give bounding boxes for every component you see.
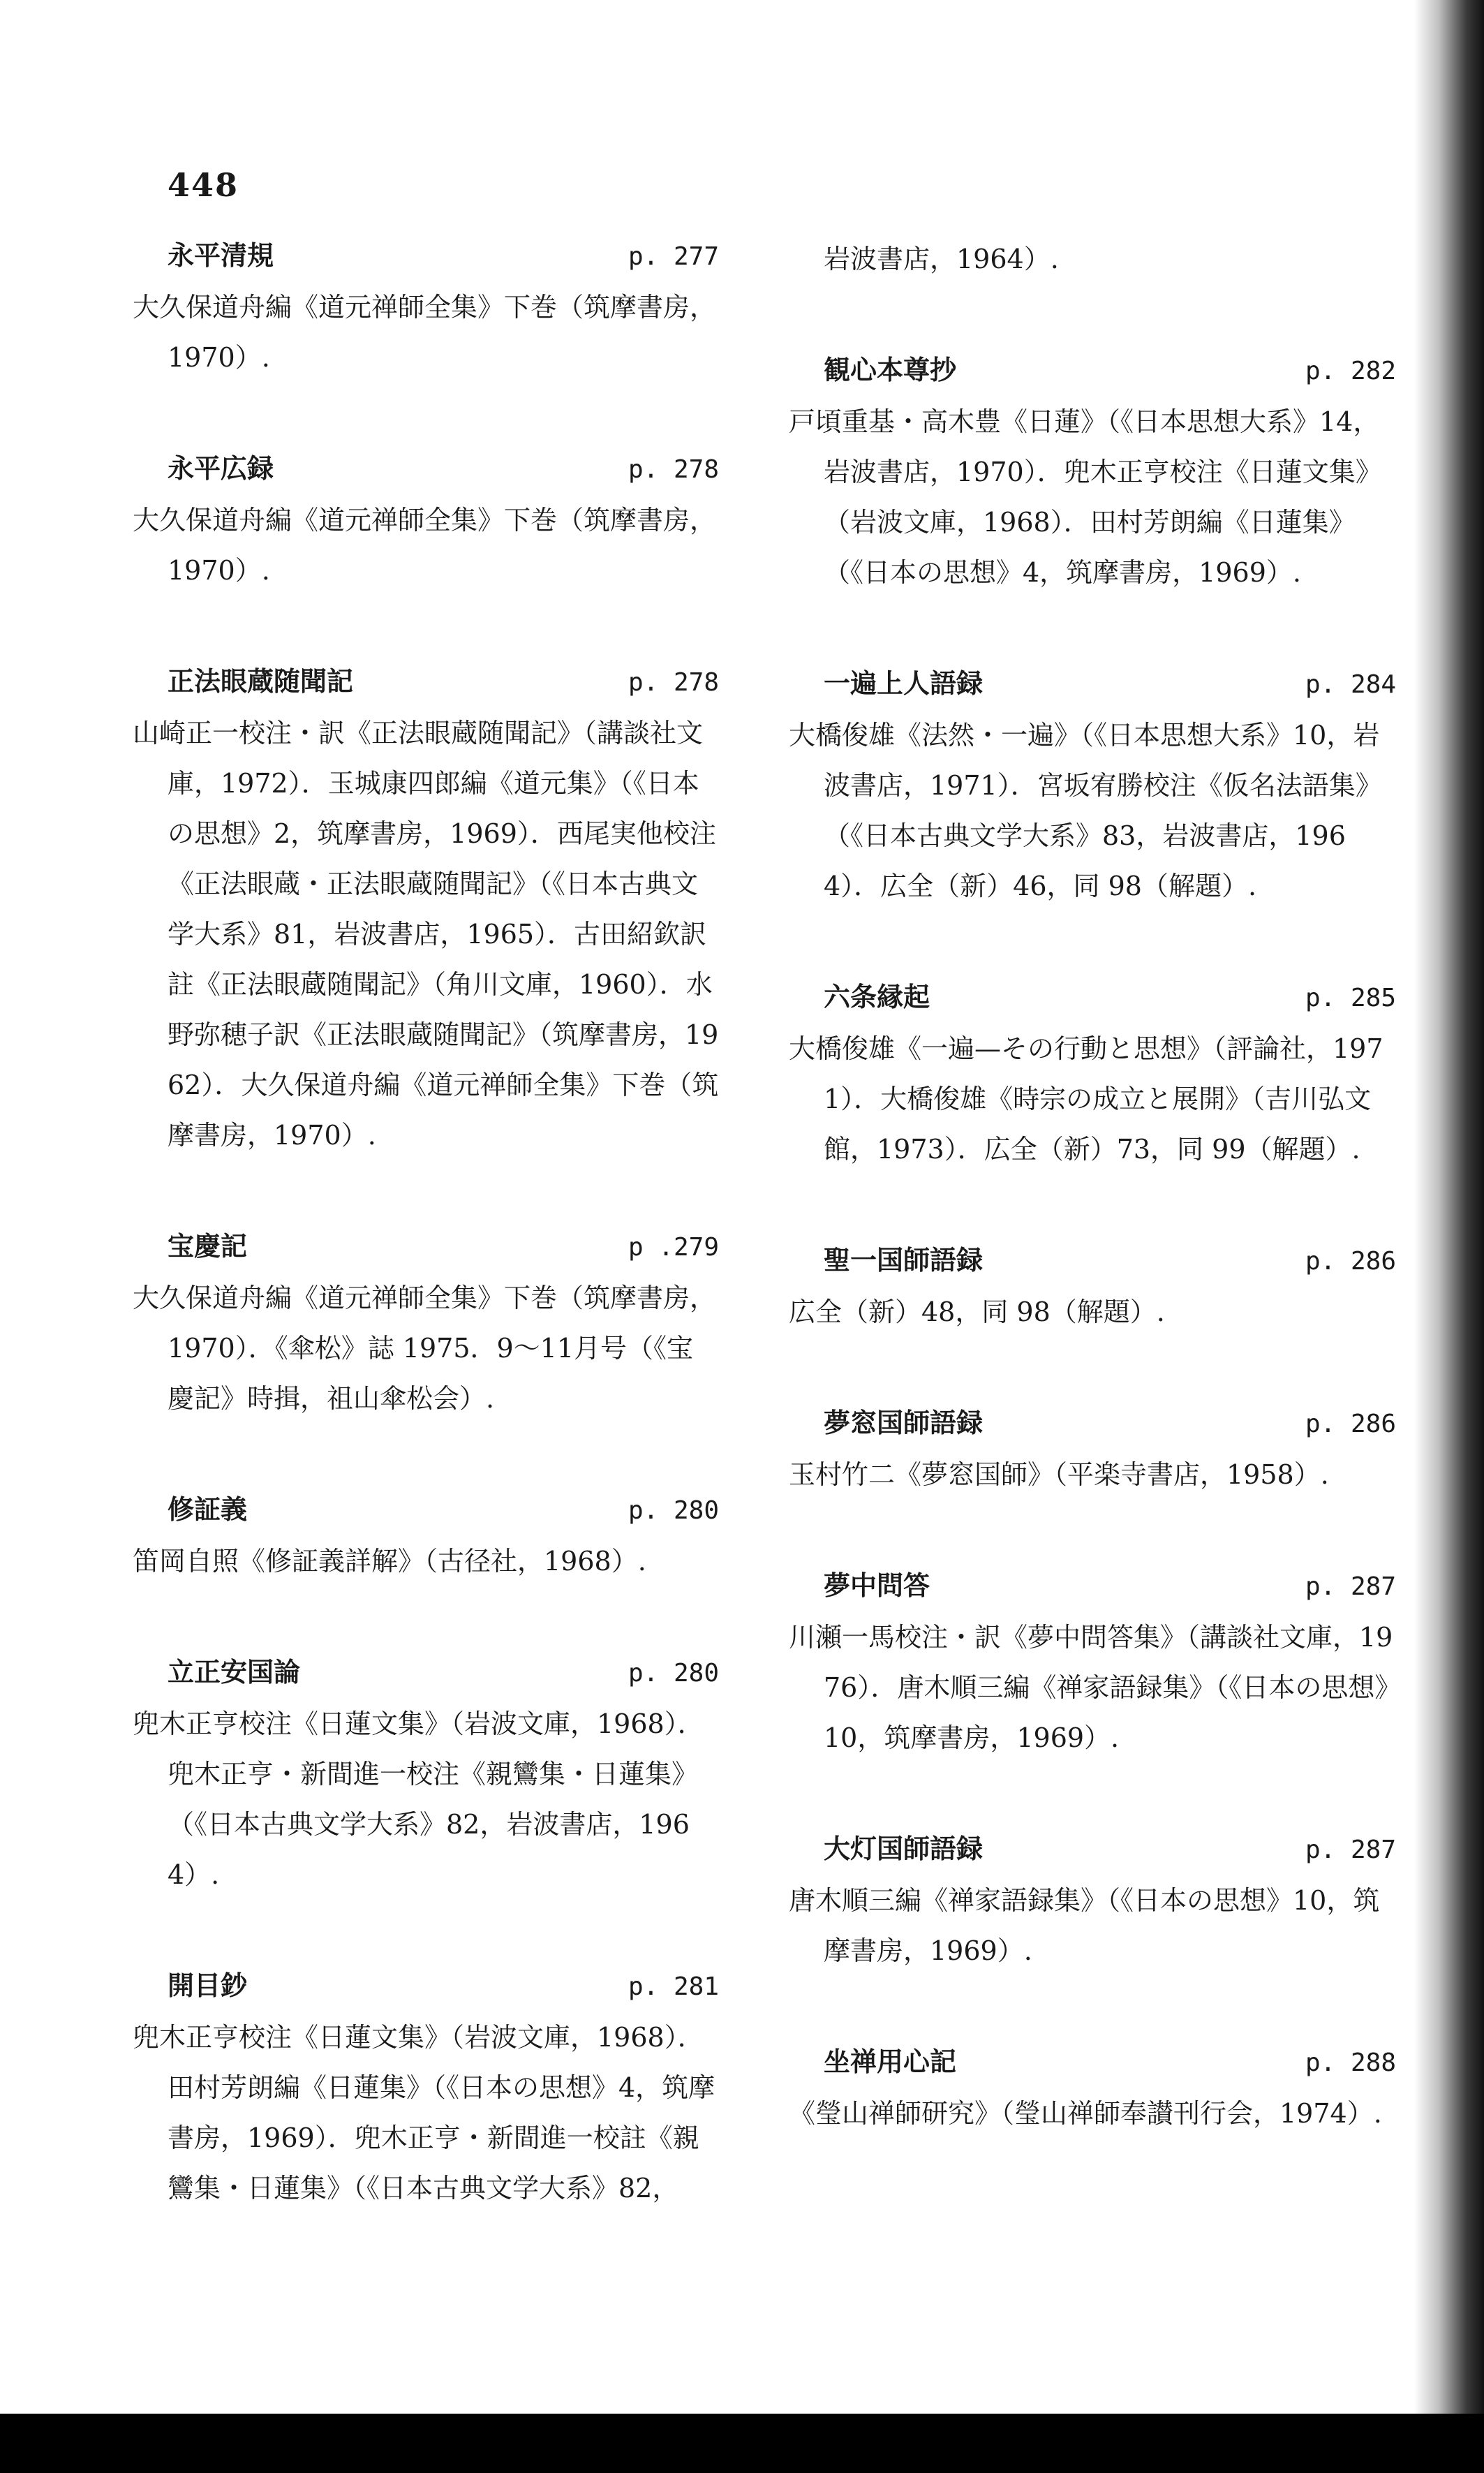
entry-page-ref: p. 278 [628,668,719,697]
page-number: 448 [168,166,239,204]
entry-title: 宝慶記 [168,1231,248,1262]
bibliography-entry [133,660,719,1160]
entry-body: 広全（新）48，同 98（解題）. [789,1297,1165,1327]
bibliography-entry [133,1964,719,2213]
bibliography-entry [789,348,1396,598]
entry-body: 川瀬一馬校注・訳《夢中問答集》（講談社文庫，1976）．唐木順三編《禅家語録集》（《日本の思想》10，筑摩書房，1969）. [789,1622,1393,1753]
entry-body: 笛岡自照《修証義詳解》（古径社，1968）. [133,1546,646,1577]
entry-page-ref: p. 282 [1305,357,1396,385]
entry-body: 兜木正亨校注《日蓮文集》（岩波文庫，1968）．兜木正亨・新間進一校注《親鸞集・日蓮集》（《日本古典文学大系》82，岩波書店，1964）. [133,1708,704,1890]
entry-page-ref: p. 280 [628,1496,719,1525]
bibliography-entry [789,1239,1396,1337]
entry-continuation: 岩波書店，1964）. [824,244,1059,274]
entry-page-ref: p. 280 [628,1659,719,1688]
entry-page-ref: p. 286 [1305,1410,1396,1438]
entry-title: 夢中問答 [824,1570,930,1601]
entry-page-ref: p. 287 [1305,1836,1396,1864]
entry-page-ref: p. 286 [1305,1247,1396,1276]
entry-title: 開目鈔 [168,1970,248,2001]
entry-page-ref: p. 284 [1305,670,1396,699]
entry-page-ref: p. 287 [1305,1572,1396,1601]
entry-title: 観心本尊抄 [824,355,957,385]
entry-body: 山崎正一校注・訳《正法眼蔵随聞記》（講談社文庫，1972）．玉城康四郎編《道元集》（《日本の思想》2，筑摩書房，1969）．西尾実他校注《正法眼蔵・正法眼蔵随聞記》（《日本古典文学大系》81，岩波書店，1965）．古田紹欽訳註《正法眼蔵随聞記》（角川文庫，1960）．水野弥穂子訳《正法眼蔵随聞記》（筑摩書房，1962）．大久保道舟編《道元禅師全集》下巻（筑摩書房，1970）. [133,718,719,1151]
entry-page-ref: p. 278 [628,455,719,484]
bibliography-entry [789,662,1396,911]
right-column [789,234,1396,2203]
bibliography-entry [133,1651,719,1900]
entry-body: 大橋俊雄《法然・一遍》（《日本思想大系》10，岩波書店，1971）．宮坂宥勝校注《仮名法語集》（《日本古典文学大系》83，岩波書店，1964）．広全（新）46，同 98（解題）. [789,720,1382,901]
entry-body: 玉村竹二《夢窓国師》（平楽寺書店，1958）. [789,1459,1329,1490]
entry-page-ref: p .279 [628,1233,719,1262]
entry-body: 兜木正亨校注《日蓮文集》（岩波文庫，1968）．田村芳朗編《日蓮集》（《日本の思想》4，筑摩書房，1969）．兜木正亨・新間進一校註《親鸞集・日蓮集》（《日本古典文学大系》82， [133,2022,715,2203]
entry-page-ref: p. 277 [628,242,719,271]
entry-body: 大久保道舟編《道元禅師全集》下巻（筑摩書房，1970）．《傘松》誌 1975．9〜11月号（《宝慶記》時揖，祖山傘松会）. [133,1283,717,1414]
scan-edge-shadow [1414,0,1484,2416]
bibliography-entry [789,1401,1396,1500]
bibliography-entry [133,447,719,596]
entry-page-ref: p. 281 [628,1972,719,2001]
entry-body: 戸頃重基・高木豊《日蓮》（《日本思想大系》14，岩波書店，1970）．兜木正亨校注《日蓮文集》（岩波文庫，1968）．田村芳朗編《日蓮集》（《日本の思想》4，筑摩書房，1969）. [789,406,1382,588]
bibliography-entry [789,1564,1396,1763]
entry-title: 一遍上人語録 [824,668,984,699]
entry-title: 立正安国論 [168,1657,301,1688]
entry-title: 聖一国師語録 [824,1245,984,1276]
entry-body: 大橋俊雄《一遍—その行動と思想》（評論社，1971）．大橋俊雄《時宗の成立と展開》（吉川弘文館，1973）．広全（新）73，同 99（解題）. [789,1033,1383,1165]
entry-title: 修証義 [168,1494,248,1525]
entry-title: 大灯国師語録 [824,1833,984,1864]
entry-title: 坐禅用心記 [824,2046,957,2077]
entry-title: 夢窓国師語録 [824,1408,984,1438]
entry-title: 六条縁起 [824,982,930,1012]
entry-title: 永平広録 [168,453,274,484]
entry-title: 永平清規 [168,240,274,271]
bibliography-entry [133,1225,719,1424]
entry-title: 正法眼蔵随聞記 [168,666,354,697]
entry-body: 大久保道舟編《道元禅師全集》下巻（筑摩書房，1970）. [133,292,717,373]
entry-body: 大久保道舟編《道元禅師全集》下巻（筑摩書房，1970）. [133,505,717,586]
entry-page-ref: p. 285 [1305,984,1396,1012]
bibliography-entry [133,234,719,383]
entry-page-ref: p. 288 [1305,2048,1396,2077]
bibliography-entry [789,2040,1396,2139]
scan-bottom-border [0,2414,1484,2473]
entry-body: 《瑩山禅師研究》（瑩山禅師奉讃刊行会，1974）. [789,2098,1382,2129]
bibliography-entry [133,1488,719,1586]
bibliography-entry [789,1827,1396,1976]
bibliography-entry [789,975,1396,1174]
left-column [133,234,719,2278]
entry-body: 唐木順三編《禅家語録集》（《日本の思想》10，筑摩書房，1969）. [789,1885,1380,1966]
